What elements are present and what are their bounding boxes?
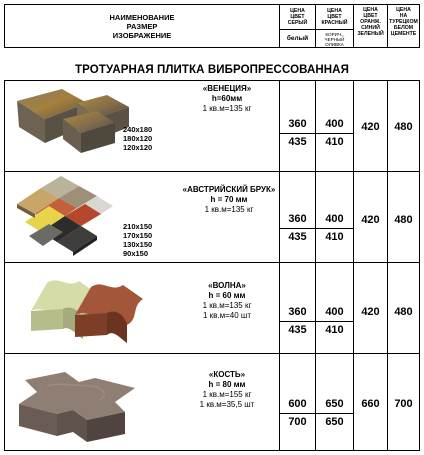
price-col-grey xyxy=(279,354,315,450)
product-height-value: h = 80 мм xyxy=(208,380,246,389)
price-red-2: 410 xyxy=(325,136,344,148)
header-white-line: ЦЕНА xyxy=(396,7,411,13)
header-grey-line: ЦЕНА xyxy=(290,8,305,14)
price-red-1: 400 xyxy=(316,304,353,322)
product-row-wave xyxy=(4,262,420,354)
header-orange-line: ЦЕНА xyxy=(363,7,378,13)
size-label: 240х180 xyxy=(123,125,153,134)
header-col-red xyxy=(315,5,353,47)
price-red-1: 400 xyxy=(316,211,353,229)
product-weight: 1 кв.м=135 кг xyxy=(204,205,254,214)
header-line-image: ИЗОБРАЖЕНИЕ xyxy=(112,30,172,40)
size-label: 130х150 xyxy=(123,240,153,249)
price-orange: 660 xyxy=(361,398,380,410)
price-col-grey xyxy=(279,172,315,262)
venice-sizes xyxy=(123,125,152,152)
header-grey-line: СЕРЫЙ xyxy=(287,20,308,26)
price-col-white xyxy=(387,263,419,353)
header-white-line: ТУРЕЦКОМ xyxy=(389,19,418,25)
price-col-orange xyxy=(353,354,387,450)
product-count: 1 кв.м=35,5 шт xyxy=(199,400,255,409)
header-red-sub-label: КОРИЧ., xyxy=(325,32,344,37)
price-red-2: 650 xyxy=(325,416,344,428)
price-col-grey xyxy=(279,81,315,171)
austrian-bruk-tile-image xyxy=(7,174,117,260)
price-col-red xyxy=(315,81,353,171)
price-orange: 420 xyxy=(361,306,380,318)
header-red-line: ЦЕНА xyxy=(327,8,342,14)
price-col-red xyxy=(315,172,353,262)
product-name: «АВСТРИЙСКИЙ БРУК» xyxy=(182,185,276,194)
header-red-sub xyxy=(316,29,353,48)
price-white: 700 xyxy=(394,398,413,410)
price-col-white xyxy=(387,172,419,262)
bone-tile-image xyxy=(7,356,157,448)
price-grey-1: 600 xyxy=(280,396,315,414)
header-orange-line: ОРАНЖ. xyxy=(360,19,381,25)
size-label: 170х150 xyxy=(123,231,153,240)
header-grey-line: ЦВЕТ xyxy=(290,14,305,20)
price-col-orange xyxy=(353,263,387,353)
section-title: ТРОТУАРНАЯ ПЛИТКА ВИБРОПРЕССОВАННАЯ xyxy=(75,64,349,76)
price-red-1: 400 xyxy=(316,116,353,134)
product-weight: 1 кв.м=135 кг xyxy=(202,301,252,310)
price-col-white xyxy=(387,81,419,171)
austrian-bruk-sizes xyxy=(123,222,152,258)
table-header xyxy=(4,4,420,48)
product-height xyxy=(177,94,277,104)
price-col-grey xyxy=(279,263,315,353)
header-grey-sub xyxy=(280,29,315,48)
product-row-bone xyxy=(4,353,420,451)
price-col-white xyxy=(387,354,419,450)
header-white-line: ЦЕМЕНТЕ xyxy=(390,31,417,37)
price-col-red xyxy=(315,263,353,353)
product-weight: 1 кв.м=135 кг xyxy=(202,104,252,113)
product-height xyxy=(175,195,283,205)
header-red-sub-label: ЧЕРНЫЙ xyxy=(324,37,345,43)
size-label: 120х120 xyxy=(123,143,153,152)
price-grey-2: 435 xyxy=(288,231,307,243)
product-row-venice xyxy=(4,80,420,172)
header-red-line: КРАСНЫЙ xyxy=(321,20,348,26)
header-orange-line: ЗЕЛЕНЫЙ xyxy=(357,31,384,37)
price-red-2: 410 xyxy=(325,231,344,243)
header-line-size: РАЗМЕР xyxy=(126,21,158,31)
price-white: 480 xyxy=(394,214,413,226)
price-grey-2: 435 xyxy=(288,324,307,336)
header-line-name: НАИМЕНОВАНИЕ xyxy=(109,12,175,22)
price-grey-1: 360 xyxy=(280,116,315,134)
wave-tile-image xyxy=(7,265,157,351)
header-grey-sub-label: белый xyxy=(286,35,309,42)
product-height-value: h = 60 мм xyxy=(208,291,246,300)
header-col-grey xyxy=(279,5,315,47)
size-label: 210х150 xyxy=(123,222,153,231)
price-grey-1: 360 xyxy=(280,211,315,229)
price-grey-2: 435 xyxy=(288,136,307,148)
header-orange-line: СИНИЙ xyxy=(361,25,380,31)
price-col-orange xyxy=(353,81,387,171)
header-red-sub-label: ОЛИВКА xyxy=(325,42,344,48)
header-orange-line: ЦВЕТ xyxy=(363,13,378,19)
price-orange: 420 xyxy=(361,121,380,133)
price-grey-1: 360 xyxy=(280,304,315,322)
header-name-size-image xyxy=(5,5,279,47)
venice-tile-image xyxy=(7,83,139,163)
austrian-bruk-info xyxy=(175,185,283,215)
size-label: 180х120 xyxy=(123,134,153,143)
wave-info xyxy=(177,281,277,321)
product-name: «ВОЛНА» xyxy=(208,281,246,290)
product-count: 1 кв.м=40 шт xyxy=(202,311,252,320)
product-row-austrian-bruk xyxy=(4,171,420,263)
header-white-line: НА xyxy=(399,13,408,19)
product-name: «ВЕНЕЦИЯ» xyxy=(202,84,252,93)
price-white: 480 xyxy=(394,121,413,133)
price-red-1: 650 xyxy=(316,396,353,414)
size-label: 90х150 xyxy=(123,249,149,258)
price-col-red xyxy=(315,354,353,450)
header-col-orange xyxy=(353,5,387,47)
header-white-line: БЕЛОМ xyxy=(393,25,414,31)
price-col-orange xyxy=(353,172,387,262)
price-orange: 420 xyxy=(361,214,380,226)
product-name: «КОСТЬ» xyxy=(208,370,246,379)
product-height-value: h = 70 мм xyxy=(210,195,248,204)
venice-info xyxy=(177,84,277,114)
header-red-line: ЦВЕТ xyxy=(327,14,342,20)
product-weight: 1 кв.м=155 кг xyxy=(202,390,252,399)
price-red-2: 410 xyxy=(325,324,344,336)
bone-info xyxy=(177,370,277,410)
price-grey-2: 700 xyxy=(288,416,307,428)
product-height xyxy=(177,380,277,390)
header-col-white xyxy=(387,5,419,47)
product-height xyxy=(177,291,277,301)
price-white: 480 xyxy=(394,306,413,318)
product-height-value: h=60мм xyxy=(211,94,243,103)
